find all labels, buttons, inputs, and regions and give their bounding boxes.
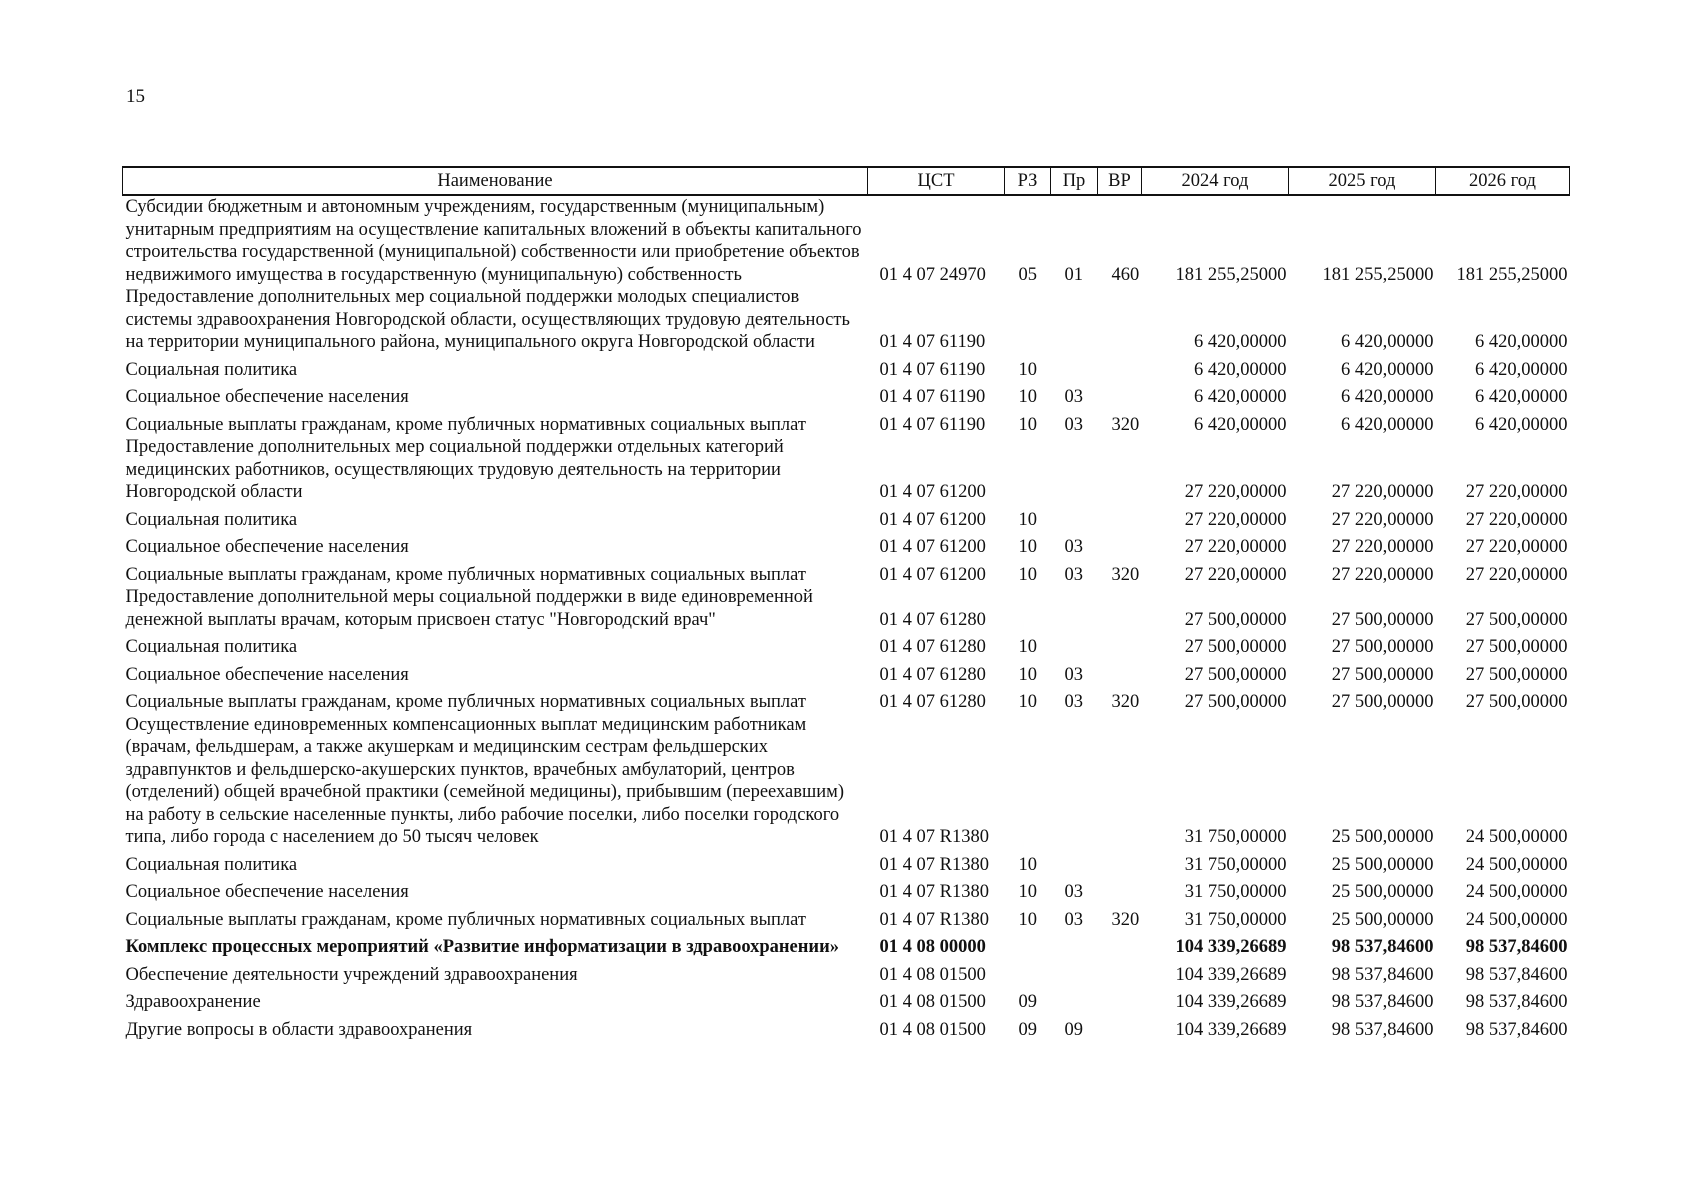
row-amount-2026: 24 500,00000 bbox=[1465, 854, 1568, 875]
table-body bbox=[123, 195, 1570, 1041]
row-amount-2025: 27 220,00000 bbox=[1331, 564, 1434, 585]
header-vr: ВР bbox=[1098, 167, 1142, 195]
table-row bbox=[123, 354, 1570, 382]
row-cst: 01 4 07 R1380 bbox=[879, 882, 989, 902]
row-cst: 01 4 07 61280 bbox=[879, 609, 986, 630]
row-rz: 10 bbox=[1018, 359, 1037, 380]
row-amount-2024: 27 500,00000 bbox=[1184, 637, 1287, 657]
row-cst: 01 4 07 R1380 bbox=[879, 854, 989, 875]
row-amount-2026: 27 500,00000 bbox=[1465, 609, 1568, 630]
row-amount-2026: 98 537,84600 bbox=[1465, 964, 1568, 985]
row-pr bbox=[1051, 959, 1098, 987]
row-amount-2024: 27 220,00000 bbox=[1184, 564, 1287, 585]
row-amount-2025: 98 537,84600 bbox=[1331, 964, 1434, 985]
row-rz: 09 bbox=[1018, 1019, 1037, 1040]
row-rz: 10 bbox=[1018, 882, 1037, 902]
row-name: Социальная политика bbox=[125, 509, 298, 530]
header-rz: РЗ bbox=[1005, 167, 1051, 195]
row-name: Социальное обеспечение населения bbox=[125, 537, 409, 557]
table-row bbox=[123, 876, 1570, 904]
row-pr bbox=[1051, 714, 1098, 849]
row-amount-2025: 6 420,00000 bbox=[1341, 332, 1434, 352]
table-row bbox=[123, 531, 1570, 559]
table-row bbox=[123, 904, 1570, 932]
row-rz: 10 bbox=[1018, 564, 1037, 585]
table-row bbox=[123, 195, 1570, 286]
row-pr bbox=[1051, 849, 1098, 877]
row-rz bbox=[1005, 586, 1051, 631]
table-row bbox=[123, 686, 1570, 714]
row-amount-2026: 24 500,00000 bbox=[1465, 909, 1568, 930]
row-amount-2026: 27 220,00000 bbox=[1465, 537, 1568, 557]
row-cst: 01 4 07 61190 bbox=[879, 359, 986, 380]
row-vr bbox=[1098, 986, 1142, 1014]
row-rz: 10 bbox=[1018, 537, 1037, 557]
row-rz: 10 bbox=[1018, 854, 1037, 875]
row-rz: 09 bbox=[1018, 992, 1037, 1012]
row-name: Социальные выплаты гражданам, кроме публичных нормативных социальных выплат bbox=[125, 414, 806, 435]
row-amount-2025: 27 220,00000 bbox=[1331, 482, 1434, 502]
row-amount-2026: 24 500,00000 bbox=[1465, 827, 1568, 847]
row-amount-2025: 6 420,00000 bbox=[1341, 359, 1434, 380]
row-pr: 03 bbox=[1064, 692, 1083, 712]
row-amount-2026: 27 500,00000 bbox=[1465, 664, 1568, 685]
row-pr: 03 bbox=[1064, 564, 1083, 585]
row-amount-2025: 98 537,84600 bbox=[1331, 937, 1434, 957]
row-cst: 01 4 07 61190 bbox=[879, 332, 986, 352]
row-vr: 320 bbox=[1111, 564, 1140, 585]
row-amount-2024: 27 220,00000 bbox=[1184, 537, 1287, 557]
row-pr bbox=[1051, 504, 1098, 532]
budget-table bbox=[122, 166, 1570, 1041]
row-amount-2026: 6 420,00000 bbox=[1475, 387, 1568, 407]
row-name: Социальное обеспечение населения bbox=[125, 882, 409, 902]
row-amount-2024: 181 255,25000 bbox=[1175, 264, 1287, 285]
row-rz bbox=[1005, 931, 1051, 959]
row-amount-2024: 31 750,00000 bbox=[1184, 854, 1287, 875]
row-cst: 01 4 07 61200 bbox=[879, 509, 986, 530]
row-amount-2025: 25 500,00000 bbox=[1331, 909, 1434, 930]
page-number: 15 bbox=[126, 86, 145, 107]
row-vr bbox=[1098, 586, 1142, 631]
row-pr: 03 bbox=[1064, 414, 1083, 435]
row-pr bbox=[1051, 436, 1098, 504]
row-cst: 01 4 07 61280 bbox=[879, 692, 986, 712]
row-name: Социальная политика bbox=[125, 854, 298, 875]
row-rz bbox=[1005, 436, 1051, 504]
table-row bbox=[123, 714, 1570, 849]
row-name: Обеспечение деятельности учреждений здравоохранения bbox=[125, 964, 578, 985]
row-amount-2024: 6 420,00000 bbox=[1194, 414, 1287, 435]
table-row bbox=[123, 659, 1570, 687]
row-name: Социальная политика bbox=[125, 637, 298, 657]
row-name: Социальные выплаты гражданам, кроме публичных нормативных социальных выплат bbox=[125, 692, 806, 712]
row-amount-2024: 104 339,26689 bbox=[1175, 964, 1287, 985]
row-amount-2024: 104 339,26689 bbox=[1175, 992, 1287, 1012]
row-pr: 03 bbox=[1064, 909, 1083, 930]
table-row bbox=[123, 959, 1570, 987]
row-amount-2024: 27 500,00000 bbox=[1184, 692, 1287, 712]
row-pr bbox=[1051, 631, 1098, 659]
row-vr: 320 bbox=[1111, 414, 1140, 435]
row-name: Предоставление дополнительных мер социальной поддержки отдельных категорий медицинских работников, осуществляющих трудовую деятельность на территории Новгородской области bbox=[125, 437, 784, 502]
row-rz bbox=[1005, 286, 1051, 354]
table-row bbox=[123, 931, 1570, 959]
row-cst: 01 4 07 61280 bbox=[879, 664, 986, 685]
row-amount-2026: 98 537,84600 bbox=[1465, 937, 1568, 957]
row-vr bbox=[1098, 531, 1142, 559]
table-row bbox=[123, 1014, 1570, 1042]
row-amount-2025: 6 420,00000 bbox=[1341, 414, 1434, 435]
row-vr bbox=[1098, 354, 1142, 382]
row-vr bbox=[1098, 959, 1142, 987]
table-row bbox=[123, 381, 1570, 409]
row-amount-2025: 98 537,84600 bbox=[1331, 1019, 1434, 1040]
row-amount-2025: 27 500,00000 bbox=[1331, 609, 1434, 630]
row-name: Здравоохранение bbox=[125, 992, 261, 1012]
row-amount-2026: 27 220,00000 bbox=[1465, 509, 1568, 530]
table-row bbox=[123, 436, 1570, 504]
row-rz: 10 bbox=[1018, 664, 1037, 685]
row-name: Социальное обеспечение населения bbox=[125, 664, 409, 685]
row-amount-2026: 6 420,00000 bbox=[1475, 332, 1568, 352]
row-amount-2024: 104 339,26689 bbox=[1175, 1019, 1287, 1040]
row-pr bbox=[1051, 986, 1098, 1014]
row-amount-2026: 6 420,00000 bbox=[1475, 359, 1568, 380]
row-amount-2026: 98 537,84600 bbox=[1465, 1019, 1568, 1040]
row-amount-2026: 27 500,00000 bbox=[1465, 637, 1568, 657]
row-rz bbox=[1005, 959, 1051, 987]
row-pr bbox=[1051, 354, 1098, 382]
row-pr bbox=[1051, 286, 1098, 354]
row-vr bbox=[1098, 876, 1142, 904]
row-vr: 460 bbox=[1111, 264, 1140, 285]
row-name: Социальные выплаты гражданам, кроме публичных нормативных социальных выплат bbox=[125, 909, 806, 930]
header-2024: 2024 год bbox=[1142, 167, 1289, 195]
row-cst: 01 4 07 R1380 bbox=[879, 827, 989, 847]
row-vr bbox=[1098, 931, 1142, 959]
row-name: Комплекс процессных мероприятий «Развитие информатизации в здравоохранении» bbox=[125, 937, 839, 957]
row-pr bbox=[1051, 586, 1098, 631]
row-amount-2025: 98 537,84600 bbox=[1331, 992, 1434, 1012]
table-row bbox=[123, 286, 1570, 354]
row-rz bbox=[1005, 714, 1051, 849]
header-cst: ЦСТ bbox=[868, 167, 1005, 195]
row-amount-2025: 27 500,00000 bbox=[1331, 637, 1434, 657]
row-rz: 10 bbox=[1018, 692, 1037, 712]
row-amount-2024: 6 420,00000 bbox=[1194, 387, 1287, 407]
row-amount-2025: 25 500,00000 bbox=[1331, 882, 1434, 902]
row-amount-2025: 25 500,00000 bbox=[1331, 854, 1434, 875]
table-row bbox=[123, 409, 1570, 437]
row-amount-2026: 98 537,84600 bbox=[1465, 992, 1568, 1012]
row-name: Субсидии бюджетным и автономным учреждениям, государственным (муниципальным) унитарным предприятиям на осуществление капитальных вложений в объекты капитального строительства государственной (муниципальной) собственности или приобретение объектов недвижимого имущества в государственную (муниципальную) собственность bbox=[125, 197, 862, 285]
row-vr bbox=[1098, 1014, 1142, 1042]
row-rz: 10 bbox=[1018, 414, 1037, 435]
row-amount-2024: 6 420,00000 bbox=[1194, 359, 1287, 380]
row-vr: 320 bbox=[1111, 909, 1140, 930]
header-2026: 2026 год bbox=[1436, 167, 1570, 195]
row-amount-2024: 31 750,00000 bbox=[1184, 909, 1287, 930]
row-name: Социальная политика bbox=[125, 359, 298, 380]
row-name: Предоставление дополнительных мер социальной поддержки молодых специалистов системы здравоохранения Новгородской области, осуществляющих трудовую деятельность на территории муниципального района, муниципального округа Новгородской области bbox=[125, 287, 850, 352]
row-amount-2026: 27 220,00000 bbox=[1465, 482, 1568, 502]
row-pr: 03 bbox=[1064, 537, 1083, 557]
row-cst: 01 4 07 R1380 bbox=[879, 909, 989, 930]
row-rz: 10 bbox=[1018, 387, 1037, 407]
row-cst: 01 4 07 61200 bbox=[879, 564, 986, 585]
row-rz: 05 bbox=[1018, 264, 1037, 285]
row-amount-2025: 27 500,00000 bbox=[1331, 664, 1434, 685]
row-amount-2024: 31 750,00000 bbox=[1184, 882, 1287, 902]
row-amount-2025: 6 420,00000 bbox=[1341, 387, 1434, 407]
row-amount-2026: 27 500,00000 bbox=[1465, 692, 1568, 712]
row-vr bbox=[1098, 631, 1142, 659]
header-2025: 2025 год bbox=[1289, 167, 1436, 195]
row-amount-2025: 181 255,25000 bbox=[1322, 264, 1434, 285]
table-row bbox=[123, 631, 1570, 659]
table-row bbox=[123, 504, 1570, 532]
row-name: Другие вопросы в области здравоохранения bbox=[125, 1019, 473, 1040]
row-rz: 10 bbox=[1018, 509, 1037, 530]
row-vr bbox=[1098, 659, 1142, 687]
row-cst: 01 4 08 00000 bbox=[879, 937, 986, 957]
row-cst: 01 4 07 61190 bbox=[879, 387, 986, 407]
row-vr bbox=[1098, 436, 1142, 504]
row-cst: 01 4 08 01500 bbox=[879, 992, 986, 1012]
row-pr bbox=[1051, 931, 1098, 959]
row-amount-2024: 27 500,00000 bbox=[1184, 664, 1287, 685]
row-amount-2026: 181 255,25000 bbox=[1456, 264, 1568, 285]
row-amount-2025: 27 500,00000 bbox=[1331, 692, 1434, 712]
row-pr: 03 bbox=[1064, 882, 1083, 902]
row-amount-2026: 6 420,00000 bbox=[1475, 414, 1568, 435]
row-amount-2024: 27 500,00000 bbox=[1184, 609, 1287, 630]
row-name: Социальное обеспечение населения bbox=[125, 387, 409, 407]
row-amount-2024: 27 220,00000 bbox=[1184, 482, 1287, 502]
row-cst: 01 4 07 24970 bbox=[879, 264, 986, 285]
row-cst: 01 4 08 01500 bbox=[879, 964, 986, 985]
row-vr: 320 bbox=[1111, 692, 1140, 712]
row-amount-2024: 104 339,26689 bbox=[1175, 937, 1287, 957]
row-vr bbox=[1098, 381, 1142, 409]
row-cst: 01 4 07 61190 bbox=[879, 414, 986, 435]
row-cst: 01 4 07 61280 bbox=[879, 637, 986, 657]
row-rz: 10 bbox=[1018, 637, 1037, 657]
row-rz: 10 bbox=[1018, 909, 1037, 930]
row-amount-2025: 27 220,00000 bbox=[1331, 537, 1434, 557]
row-pr: 09 bbox=[1064, 1019, 1083, 1040]
row-vr bbox=[1098, 849, 1142, 877]
row-vr bbox=[1098, 504, 1142, 532]
row-amount-2025: 25 500,00000 bbox=[1331, 827, 1434, 847]
row-vr bbox=[1098, 286, 1142, 354]
row-vr bbox=[1098, 714, 1142, 849]
row-amount-2026: 24 500,00000 bbox=[1465, 882, 1568, 902]
row-amount-2024: 31 750,00000 bbox=[1184, 827, 1287, 847]
row-amount-2024: 6 420,00000 bbox=[1194, 332, 1287, 352]
row-amount-2024: 27 220,00000 bbox=[1184, 509, 1287, 530]
header-name: Наименование bbox=[123, 167, 868, 195]
row-cst: 01 4 07 61200 bbox=[879, 537, 986, 557]
row-amount-2026: 27 220,00000 bbox=[1465, 564, 1568, 585]
row-cst: 01 4 08 01500 bbox=[879, 1019, 986, 1040]
row-pr: 03 bbox=[1064, 387, 1083, 407]
table-header-row bbox=[123, 167, 1570, 195]
row-name: Предоставление дополнительной меры социальной поддержки в виде единовременной денежной выплаты врачам, которым присвоен статус "Новгородский врач" bbox=[125, 587, 813, 630]
table-row bbox=[123, 559, 1570, 587]
row-amount-2025: 27 220,00000 bbox=[1331, 509, 1434, 530]
table-row bbox=[123, 986, 1570, 1014]
row-pr: 03 bbox=[1064, 664, 1083, 685]
row-name: Осуществление единовременных компенсационных выплат медицинским работникам (врачам, фельдшерам, а также акушеркам и медицинским сестрам фельдшерских здравпунктов и фельдшерско-акушерских пунктов, врачебных амбулаторий, центров (отделений) общей врачебной практики (семейной медицины), прибывшим (переехавшим) на работу в сельские населенные пункты, либо рабочие поселки, либо поселки городского типа, либо города с населением до 50 тысяч человек bbox=[125, 714, 844, 847]
row-cst: 01 4 07 61200 bbox=[879, 482, 986, 502]
table-row bbox=[123, 849, 1570, 877]
row-pr: 01 bbox=[1064, 264, 1083, 285]
row-name: Социальные выплаты гражданам, кроме публичных нормативных социальных выплат bbox=[125, 564, 806, 585]
table-row bbox=[123, 586, 1570, 631]
header-pr: Пр bbox=[1051, 167, 1098, 195]
